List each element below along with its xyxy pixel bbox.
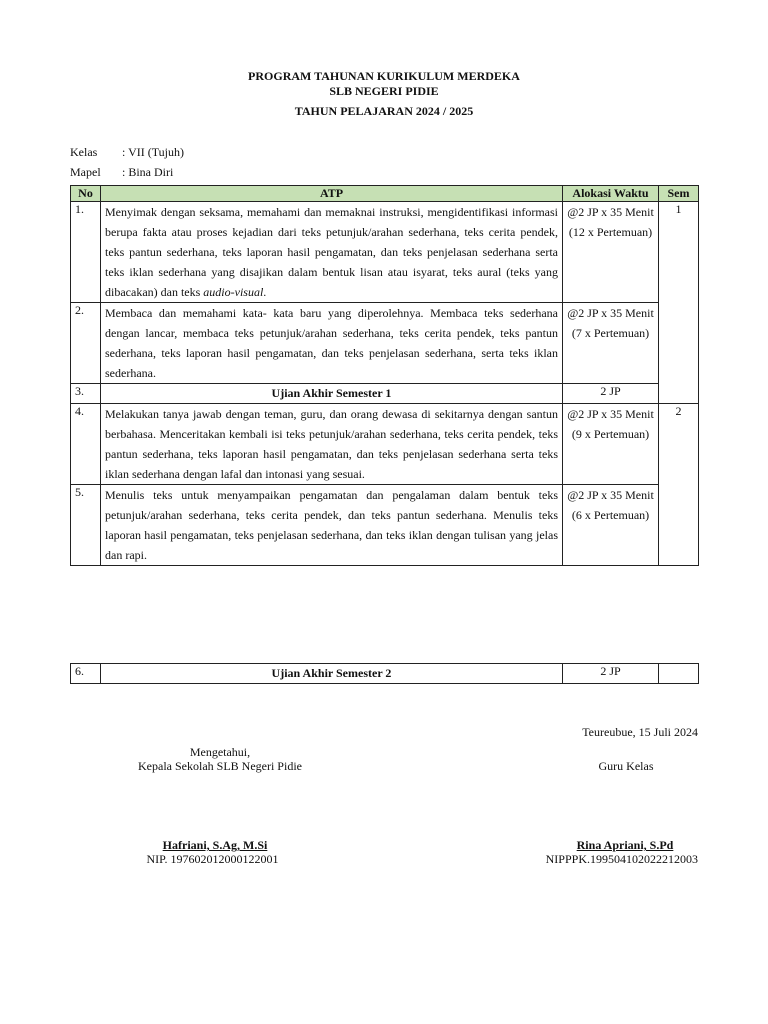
table-row bbox=[71, 485, 699, 566]
row-no: 3. bbox=[71, 384, 101, 404]
alokasi-jp: @2 JP x 35 Menit bbox=[567, 407, 654, 421]
principal-name-text: Hafriani, S.Ag, M.Si bbox=[162, 838, 268, 852]
row-alokasi bbox=[563, 303, 659, 384]
alokasi-pertemuan: (12 x Pertemuan) bbox=[568, 225, 653, 239]
row-alokasi: 2 JP bbox=[563, 384, 659, 404]
place-date: Teureubue, 15 Juli 2024 bbox=[582, 725, 698, 739]
atp-text: Menyimak dengan seksama, memahami dan memaknai instruksi, mengidentifikasi informasi berupa fakta atau proses kejadian dari teks petunjuk/arahan sederhana, teks cerita pendek, teks pantun sederhana, teks laporan hasil pengamatan, dan teks penjelasan sederhana serta teks iklan sederhana yang disajikan dalam bentuk lisan atau isyarat, teks aural (teks yang dibacakan) dan teks bbox=[105, 205, 558, 299]
teacher-name-text: Rina Apriani, S.Pd bbox=[576, 838, 674, 852]
row-atp: Menulis teks untuk menyampaikan pengamatan dan pengalaman dalam bentuk teks petunjuk/arahan sederhana, teks cerita pendek, dan teks pantun sederhana. Menulis teks laporan hasil pengamatan, teks penjelasan sederhana, dan teks iklan dengan tulisan yang jelas dan rapi. bbox=[101, 485, 563, 566]
alokasi-jp: @2 JP x 35 Menit bbox=[567, 205, 654, 219]
alokasi-pertemuan: (7 x Pertemuan) bbox=[571, 326, 650, 340]
alokasi-jp: @2 JP x 35 Menit bbox=[567, 306, 654, 320]
row-no: 5. bbox=[71, 485, 101, 566]
row-no: 1. bbox=[71, 202, 101, 303]
row-no: 2. bbox=[71, 303, 101, 384]
row-alokasi bbox=[563, 404, 659, 485]
principal-nip: NIP. 197602012000122001 bbox=[146, 852, 279, 866]
principal-title: Kepala Sekolah SLB Negeri Pidie bbox=[138, 759, 302, 773]
row-atp bbox=[101, 202, 563, 303]
table-row bbox=[71, 303, 699, 384]
row-atp: Membaca dan memahami kata- kata baru yang diperolehnya. Membaca teks sederhana dengan lancar, membaca teks petunjuk/arahan sederhana, teks cerita pendek, teks pantun sederhana, teks laporan hasil pengamatan, dan teks penjelasan sederhana, serta teks iklan sederhana. bbox=[101, 303, 563, 384]
row-alokasi bbox=[563, 202, 659, 303]
mapel-label: Mapel bbox=[70, 165, 101, 179]
row-alokasi: 2 JP bbox=[563, 664, 659, 684]
kelas-row bbox=[70, 145, 184, 160]
table-header-row bbox=[71, 186, 699, 202]
semester-2-cell: 2 bbox=[659, 404, 699, 566]
semester-cell-empty bbox=[659, 664, 699, 684]
mapel-row bbox=[70, 165, 173, 180]
doc-title: PROGRAM TAHUNAN KURIKULUM MERDEKA bbox=[248, 69, 520, 83]
program-table-continued bbox=[70, 663, 699, 684]
table-row bbox=[71, 664, 699, 684]
col-header-atp: ATP bbox=[101, 186, 563, 202]
col-header-no: No bbox=[71, 186, 101, 202]
teacher-title: Guru Kelas bbox=[598, 759, 654, 773]
academic-year: TAHUN PELAJARAN 2024 / 2025 bbox=[294, 104, 474, 118]
program-table bbox=[70, 185, 699, 566]
table-row bbox=[71, 202, 699, 303]
principal-name bbox=[110, 838, 320, 852]
row-alokasi bbox=[563, 485, 659, 566]
alokasi-pertemuan: (6 x Pertemuan) bbox=[571, 508, 650, 522]
atp-end-text: . bbox=[263, 285, 267, 299]
row-exam: Ujian Akhir Semester 2 bbox=[101, 664, 563, 684]
col-header-sem: Sem bbox=[659, 186, 699, 202]
row-exam: Ujian Akhir Semester 1 bbox=[101, 384, 563, 404]
teacher-name bbox=[545, 838, 705, 852]
table-row bbox=[71, 404, 699, 485]
acknowledged-label: Mengetahui, bbox=[189, 745, 251, 759]
col-header-alokasi: Alokasi Waktu bbox=[563, 186, 659, 202]
kelas-label: Kelas bbox=[70, 145, 98, 159]
alokasi-jp: @2 JP x 35 Menit bbox=[567, 488, 654, 502]
teacher-nip: NIPPPK.199504102022212003 bbox=[545, 852, 698, 866]
school-name: SLB NEGERI PIDIE bbox=[329, 84, 439, 98]
mapel-value: : Bina Diri bbox=[122, 165, 174, 179]
kelas-value: : VII (Tujuh) bbox=[122, 145, 185, 159]
atp-italic-text: audio-visual bbox=[203, 285, 264, 299]
row-no: 4. bbox=[71, 404, 101, 485]
row-no: 6. bbox=[71, 664, 101, 684]
alokasi-pertemuan: (9 x Pertemuan) bbox=[571, 427, 650, 441]
row-atp: Melakukan tanya jawab dengan teman, guru, dan orang dewasa di sekitarnya dengan santun berbahasa. Menceritakan kembali isi teks petunjuk/arahan sederhana, teks cerita pendek, teks pantun sederhana, teks laporan hasil pengamatan, dan teks penjelasan sederhana serta teks iklan sederhana dengan lafal dan intonasi yang sesuai. bbox=[101, 404, 563, 485]
semester-1-cell: 1 bbox=[659, 202, 699, 404]
table-row bbox=[71, 384, 699, 404]
